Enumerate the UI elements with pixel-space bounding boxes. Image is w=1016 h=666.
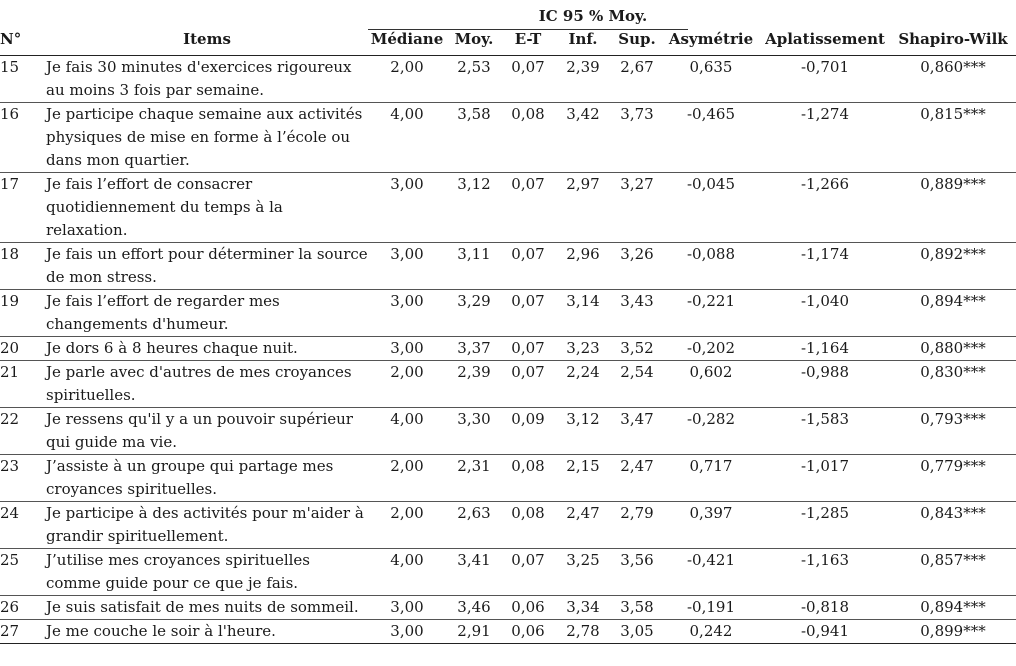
- cell-shapiro-wilk: 0,843***: [890, 502, 1016, 549]
- cell-asymetrie: 0,635: [662, 56, 760, 103]
- cell-inf: 3,12: [554, 408, 612, 455]
- cell-no: 20: [0, 337, 46, 361]
- cell-sup: 3,05: [612, 620, 662, 644]
- cell-mediane: 3,00: [368, 173, 446, 243]
- cell-sup: 3,27: [612, 173, 662, 243]
- cell-sup: 2,67: [612, 56, 662, 103]
- cell-no: 26: [0, 596, 46, 620]
- table-row: [0, 337, 1016, 361]
- header-mediane: Médiane: [368, 30, 446, 56]
- cell-mediane: 3,00: [368, 243, 446, 290]
- cell-inf: 2,97: [554, 173, 612, 243]
- cell-inf: 2,96: [554, 243, 612, 290]
- cell-moy: 3,46: [446, 596, 502, 620]
- cell-inf: 3,34: [554, 596, 612, 620]
- cell-moy: 2,39: [446, 361, 502, 408]
- cell-inf: 3,23: [554, 337, 612, 361]
- cell-moy: 3,37: [446, 337, 502, 361]
- cell-inf: 2,47: [554, 502, 612, 549]
- cell-mediane: 2,00: [368, 56, 446, 103]
- cell-moy: 3,29: [446, 290, 502, 337]
- cell-moy: 2,53: [446, 56, 502, 103]
- cell-asymetrie: -0,465: [662, 103, 760, 173]
- cell-asymetrie: 0,717: [662, 455, 760, 502]
- table-row: [0, 549, 1016, 596]
- header-moy: Moy.: [446, 30, 502, 56]
- cell-no: 23: [0, 455, 46, 502]
- cell-item: Je me couche le soir à l'heure.: [46, 620, 368, 644]
- cell-no: 18: [0, 243, 46, 290]
- header-spacer: [0, 0, 368, 30]
- cell-sup: 2,47: [612, 455, 662, 502]
- cell-inf: 2,24: [554, 361, 612, 408]
- cell-mediane: 3,00: [368, 620, 446, 644]
- cell-moy: 2,31: [446, 455, 502, 502]
- cell-asymetrie: 0,602: [662, 361, 760, 408]
- header-aplatissement: Aplatissement: [760, 30, 890, 56]
- cell-shapiro-wilk: 0,894***: [890, 596, 1016, 620]
- cell-sup: 3,58: [612, 596, 662, 620]
- table-row: [0, 56, 1016, 103]
- cell-shapiro-wilk: 0,860***: [890, 56, 1016, 103]
- cell-mediane: 4,00: [368, 103, 446, 173]
- cell-mediane: 4,00: [368, 408, 446, 455]
- cell-et: 0,07: [502, 549, 554, 596]
- cell-mediane: 2,00: [368, 455, 446, 502]
- cell-et: 0,09: [502, 408, 554, 455]
- table-row: [0, 103, 1016, 173]
- cell-et: 0,08: [502, 502, 554, 549]
- cell-shapiro-wilk: 0,892***: [890, 243, 1016, 290]
- cell-asymetrie: -0,221: [662, 290, 760, 337]
- cell-shapiro-wilk: 0,793***: [890, 408, 1016, 455]
- cell-asymetrie: -0,045: [662, 173, 760, 243]
- cell-mediane: 3,00: [368, 337, 446, 361]
- cell-shapiro-wilk: 0,815***: [890, 103, 1016, 173]
- cell-aplatissement: -1,164: [760, 337, 890, 361]
- cell-mediane: 2,00: [368, 361, 446, 408]
- cell-et: 0,08: [502, 103, 554, 173]
- cell-mediane: 2,00: [368, 502, 446, 549]
- table-row: [0, 620, 1016, 644]
- ic-group-label: IC 95 % Moy.: [538, 7, 648, 25]
- cell-moy: 3,41: [446, 549, 502, 596]
- cell-et: 0,07: [502, 173, 554, 243]
- cell-aplatissement: -1,174: [760, 243, 890, 290]
- header-inf: Inf.: [554, 30, 612, 56]
- cell-no: 15: [0, 56, 46, 103]
- cell-asymetrie: -0,421: [662, 549, 760, 596]
- cell-item: Je participe à des activités pour m'aider à grandir spirituellement.: [46, 502, 368, 549]
- cell-sup: 2,79: [612, 502, 662, 549]
- cell-moy: 2,91: [446, 620, 502, 644]
- cell-et: 0,06: [502, 620, 554, 644]
- cell-sup: 3,43: [612, 290, 662, 337]
- cell-inf: 3,14: [554, 290, 612, 337]
- cell-shapiro-wilk: 0,779***: [890, 455, 1016, 502]
- cell-shapiro-wilk: 0,857***: [890, 549, 1016, 596]
- cell-item: Je participe chaque semaine aux activités physiques de mise en forme à l’école ou dans mon quartier.: [46, 103, 368, 173]
- cell-no: 17: [0, 173, 46, 243]
- cell-sup: 3,47: [612, 408, 662, 455]
- cell-no: 22: [0, 408, 46, 455]
- cell-aplatissement: -1,274: [760, 103, 890, 173]
- cell-moy: 3,11: [446, 243, 502, 290]
- cell-et: 0,07: [502, 337, 554, 361]
- cell-inf: 3,42: [554, 103, 612, 173]
- header-asymetrie: Asymétrie: [662, 30, 760, 56]
- cell-shapiro-wilk: 0,889***: [890, 173, 1016, 243]
- cell-item: J’assiste à un groupe qui partage mes croyances spirituelles.: [46, 455, 368, 502]
- cell-et: 0,07: [502, 361, 554, 408]
- cell-inf: 3,25: [554, 549, 612, 596]
- cell-item: J’utilise mes croyances spirituelles comme guide pour ce que je fais.: [46, 549, 368, 596]
- cell-inf: 2,78: [554, 620, 612, 644]
- header-columns-row: [0, 30, 1016, 56]
- cell-inf: 2,15: [554, 455, 612, 502]
- table-row: [0, 243, 1016, 290]
- table-row: [0, 173, 1016, 243]
- cell-mediane: 3,00: [368, 290, 446, 337]
- cell-sup: 2,54: [612, 361, 662, 408]
- cell-shapiro-wilk: 0,830***: [890, 361, 1016, 408]
- cell-item: Je parle avec d'autres de mes croyances spirituelles.: [46, 361, 368, 408]
- table-row: [0, 361, 1016, 408]
- cell-no: 16: [0, 103, 46, 173]
- cell-asymetrie: 0,397: [662, 502, 760, 549]
- header-et: E-T: [502, 30, 554, 56]
- cell-item: Je fais un effort pour déterminer la source de mon stress.: [46, 243, 368, 290]
- table-row: [0, 455, 1016, 502]
- cell-aplatissement: -1,583: [760, 408, 890, 455]
- cell-asymetrie: -0,191: [662, 596, 760, 620]
- header-spacer: [662, 0, 1016, 30]
- cell-sup: 3,73: [612, 103, 662, 173]
- header-no: N°: [0, 30, 46, 56]
- cell-asymetrie: -0,282: [662, 408, 760, 455]
- cell-shapiro-wilk: 0,899***: [890, 620, 1016, 644]
- cell-shapiro-wilk: 0,880***: [890, 337, 1016, 361]
- table-row: [0, 290, 1016, 337]
- cell-aplatissement: -1,040: [760, 290, 890, 337]
- cell-aplatissement: -1,163: [760, 549, 890, 596]
- header-items: Items: [46, 30, 368, 56]
- cell-asymetrie: -0,202: [662, 337, 760, 361]
- cell-aplatissement: -1,266: [760, 173, 890, 243]
- cell-item: Je dors 6 à 8 heures chaque nuit.: [46, 337, 368, 361]
- table-row: [0, 502, 1016, 549]
- cell-sup: 3,52: [612, 337, 662, 361]
- table-row: [0, 596, 1016, 620]
- cell-aplatissement: -0,941: [760, 620, 890, 644]
- cell-et: 0,07: [502, 243, 554, 290]
- cell-asymetrie: -0,088: [662, 243, 760, 290]
- cell-aplatissement: -1,285: [760, 502, 890, 549]
- cell-sup: 3,26: [612, 243, 662, 290]
- header-shapiro-wilk: Shapiro-Wilk: [890, 30, 1016, 56]
- cell-et: 0,06: [502, 596, 554, 620]
- table-row: [0, 408, 1016, 455]
- cell-no: 25: [0, 549, 46, 596]
- cell-aplatissement: -0,988: [760, 361, 890, 408]
- cell-mediane: 3,00: [368, 596, 446, 620]
- table-body: [0, 56, 1016, 644]
- cell-aplatissement: -0,818: [760, 596, 890, 620]
- cell-item: Je ressens qu'il y a un pouvoir supérieur qui guide ma vie.: [46, 408, 368, 455]
- cell-item: Je fais 30 minutes d'exercices rigoureux au moins 3 fois par semaine.: [46, 56, 368, 103]
- cell-et: 0,08: [502, 455, 554, 502]
- cell-sup: 3,56: [612, 549, 662, 596]
- cell-shapiro-wilk: 0,894***: [890, 290, 1016, 337]
- cell-moy: 3,30: [446, 408, 502, 455]
- ic-group-underline: [368, 29, 688, 30]
- cell-moy: 3,12: [446, 173, 502, 243]
- cell-no: 24: [0, 502, 46, 549]
- cell-moy: 3,58: [446, 103, 502, 173]
- cell-no: 27: [0, 620, 46, 644]
- cell-aplatissement: -1,017: [760, 455, 890, 502]
- cell-item: Je suis satisfait de mes nuits de sommeil.: [46, 596, 368, 620]
- cell-inf: 2,39: [554, 56, 612, 103]
- cell-et: 0,07: [502, 56, 554, 103]
- cell-no: 19: [0, 290, 46, 337]
- cell-item: Je fais l’effort de consacrer quotidiennement du temps à la relaxation.: [46, 173, 368, 243]
- cell-item: Je fais l’effort de regarder mes changements d'humeur.: [46, 290, 368, 337]
- cell-no: 21: [0, 361, 46, 408]
- cell-asymetrie: 0,242: [662, 620, 760, 644]
- cell-moy: 2,63: [446, 502, 502, 549]
- cell-et: 0,07: [502, 290, 554, 337]
- cell-aplatissement: -0,701: [760, 56, 890, 103]
- cell-mediane: 4,00: [368, 549, 446, 596]
- header-sup: Sup.: [612, 30, 662, 56]
